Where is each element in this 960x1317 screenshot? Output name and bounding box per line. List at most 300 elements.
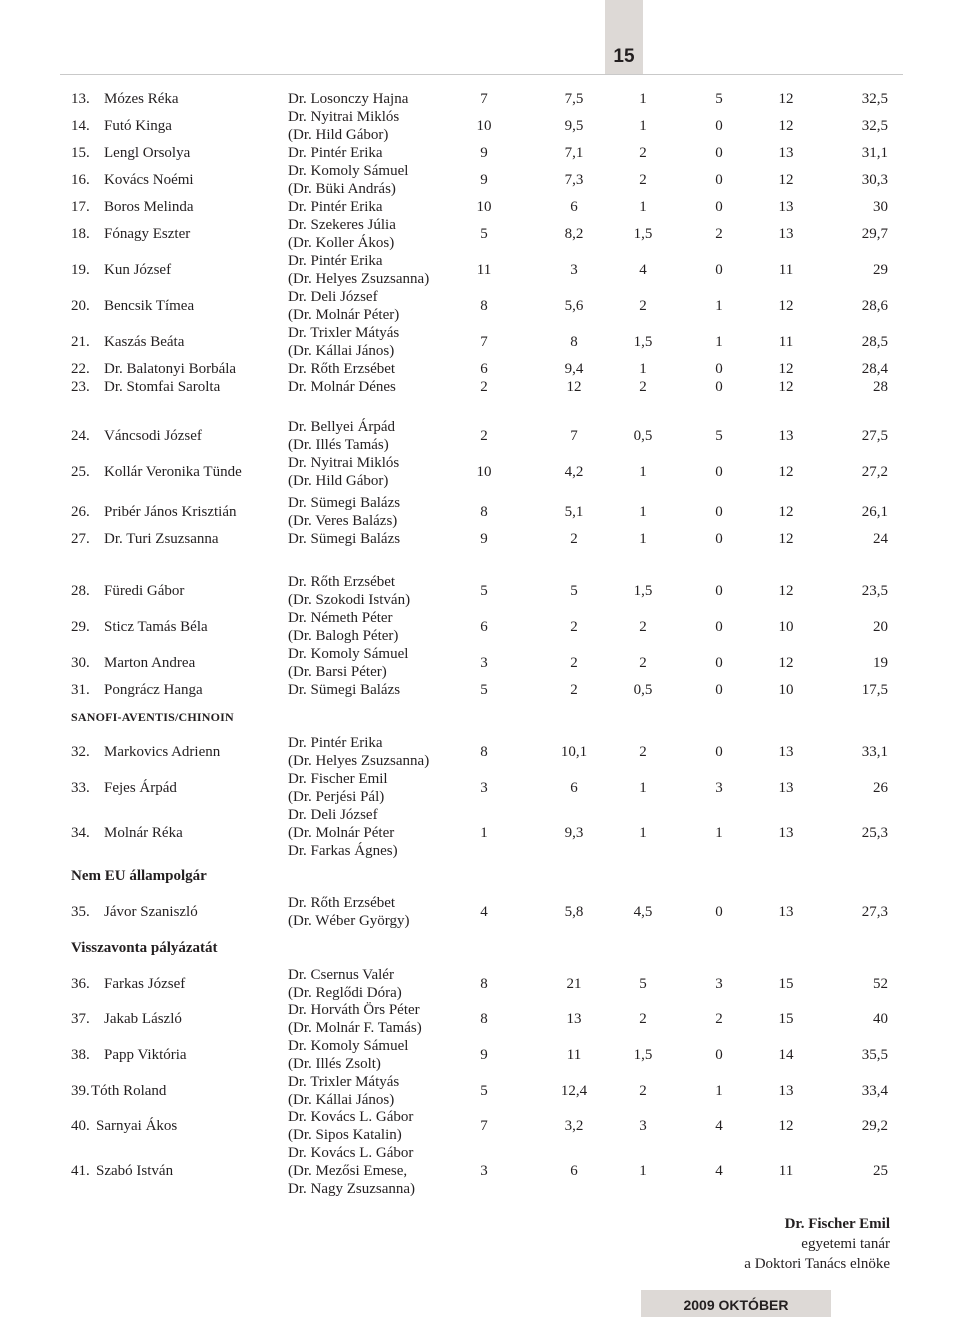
supervisor-name: Dr. Farkas Ágnes)	[288, 843, 398, 859]
score-value-3: 1	[639, 531, 647, 547]
supervisor-name: Dr. Pintér Erika	[288, 253, 383, 269]
score-value-5: 12	[778, 1118, 794, 1134]
score-value-1: 7	[480, 91, 488, 107]
supervisor-name: Dr. Horváth Örs Péter	[288, 1002, 420, 1018]
supervisor-name: (Dr. Helyes Zsuzsanna)	[288, 271, 430, 287]
score-value-6: 32,5	[861, 118, 888, 134]
score-value-5: 13	[778, 145, 794, 161]
candidate-name: Füredi Gábor	[104, 583, 185, 599]
table-row	[0, 894, 960, 930]
supervisor-list	[288, 144, 383, 162]
supervisor-list	[288, 645, 408, 681]
score-value-6: 28,4	[861, 361, 888, 377]
score-value-5: 12	[778, 118, 794, 134]
score-value-3: 1	[639, 1163, 647, 1179]
score-value-4: 4	[715, 1118, 723, 1134]
score-value-2: 8	[570, 334, 578, 350]
score-value-6: 27,3	[861, 904, 888, 920]
table-row	[0, 609, 960, 645]
row-number: 23.	[71, 379, 90, 395]
supervisor-name: (Dr. Kállai János)	[288, 343, 395, 359]
candidate-name: Fónagy Eszter	[104, 226, 191, 242]
score-value-4: 0	[715, 118, 723, 134]
score-value-3: 3	[639, 1118, 647, 1134]
table-row	[0, 1001, 960, 1037]
table-row	[0, 360, 960, 378]
score-value-3: 1	[639, 825, 647, 841]
table-row	[0, 324, 960, 360]
score-value-5: 15	[778, 1011, 794, 1027]
row-number: 30.	[71, 655, 90, 671]
score-value-1: 10	[476, 199, 492, 215]
supervisor-name: Dr. Nagy Zsuzsanna)	[288, 1181, 416, 1197]
score-value-4: 0	[715, 531, 723, 547]
score-value-1: 9	[480, 531, 488, 547]
supervisor-name: Dr. Csernus Valér	[288, 967, 394, 983]
row-number: 25.	[71, 464, 90, 480]
score-value-1: 8	[480, 976, 488, 992]
table-row	[0, 530, 960, 548]
table-row	[0, 454, 960, 490]
row-number: 26.	[71, 504, 90, 520]
row-number: 14.	[71, 118, 90, 134]
supervisor-name: (Dr. Szokodi István)	[288, 592, 411, 608]
supervisor-list	[288, 418, 395, 454]
row-number: 40.	[71, 1118, 90, 1134]
score-value-4: 0	[715, 682, 723, 698]
score-value-3: 2	[639, 172, 647, 188]
supervisor-list	[288, 1037, 408, 1073]
supervisor-name: Dr. Németh Péter	[288, 610, 393, 626]
table-row	[0, 1037, 960, 1073]
score-value-5: 12	[778, 379, 794, 395]
row-number: 32.	[71, 744, 90, 760]
score-value-2: 8,2	[564, 226, 584, 242]
table-row	[0, 418, 960, 454]
row-number: 22.	[71, 361, 90, 377]
score-value-2: 3,2	[564, 1118, 584, 1134]
table-row	[0, 573, 960, 609]
supervisor-name: Dr. Pintér Erika	[288, 199, 383, 215]
score-value-2: 9,5	[564, 118, 584, 134]
footer-date: 2009 OKTÓBER	[683, 1297, 789, 1313]
row-number: 21.	[71, 334, 90, 350]
signature-title: egyetemi tanár	[801, 1236, 890, 1252]
supervisor-name: Dr. Komoly Sámuel	[288, 163, 409, 179]
score-value-1: 7	[480, 1118, 488, 1134]
score-value-2: 9,4	[564, 361, 584, 377]
score-value-4: 2	[715, 226, 723, 242]
supervisor-name: (Dr. Perjési Pál)	[288, 789, 385, 805]
supervisor-list	[288, 806, 398, 860]
candidate-name: Sarnyai Ákos	[96, 1118, 178, 1134]
supervisor-name: (Dr. Reglődi Dóra)	[288, 985, 402, 1001]
supervisor-name: (Dr. Koller Ákos)	[288, 235, 395, 251]
supervisor-name: Dr. Trixler Mátyás	[288, 1074, 400, 1090]
candidate-name: Futó Kinga	[104, 118, 172, 134]
row-number: 20.	[71, 298, 90, 314]
score-value-5: 13	[778, 1083, 794, 1099]
candidate-name: Mózes Réka	[104, 91, 179, 107]
candidate-name: Markovics Adrienn	[104, 744, 221, 760]
supervisor-list	[288, 494, 400, 530]
score-value-5: 12	[778, 298, 794, 314]
score-value-4: 0	[715, 583, 723, 599]
supervisor-name: Dr. Kovács L. Gábor	[288, 1109, 414, 1125]
score-value-3: 1	[639, 464, 647, 480]
top-rule	[60, 74, 903, 75]
score-value-6: 30	[873, 199, 888, 215]
candidate-name: Váncsodi József	[104, 428, 202, 444]
score-value-2: 2	[570, 655, 578, 671]
score-value-3: 2	[639, 1083, 647, 1099]
row-number: 34.	[71, 825, 90, 841]
row-number: 39.	[71, 1083, 90, 1099]
score-value-4: 5	[715, 91, 723, 107]
table-row	[0, 216, 960, 252]
score-value-4: 1	[715, 1083, 723, 1099]
score-value-5: 12	[778, 172, 794, 188]
score-value-5: 13	[778, 825, 794, 841]
page-number: 15	[613, 46, 635, 67]
score-value-1: 3	[480, 780, 488, 796]
score-value-2: 6	[570, 199, 578, 215]
score-value-2: 7,1	[564, 145, 584, 161]
row-number: 28.	[71, 583, 90, 599]
candidate-name: Kaszás Beáta	[104, 334, 185, 350]
score-value-2: 5,1	[564, 504, 584, 520]
score-value-1: 9	[480, 172, 488, 188]
score-value-4: 1	[715, 298, 723, 314]
candidate-name: Sticz Tamás Béla	[104, 619, 208, 635]
score-value-3: 1	[639, 504, 647, 520]
supervisor-name: Dr. Losonczy Hajna	[288, 91, 409, 107]
supervisor-name: Dr. Nyitrai Miklós	[288, 109, 400, 125]
score-value-3: 1,5	[633, 226, 653, 242]
row-number: 29.	[71, 619, 90, 635]
score-value-1: 10	[476, 118, 492, 134]
score-value-1: 8	[480, 298, 488, 314]
candidate-name: Kun József	[104, 262, 172, 278]
table-row	[0, 90, 960, 108]
row-number: 16.	[71, 172, 90, 188]
score-value-6: 29	[873, 262, 888, 278]
score-value-2: 3	[570, 262, 578, 278]
candidate-name: Kovács Noémi	[104, 172, 194, 188]
score-value-3: 4	[639, 262, 647, 278]
score-value-6: 31,1	[861, 145, 888, 161]
row-number: 24.	[71, 428, 90, 444]
score-value-4: 0	[715, 172, 723, 188]
supervisor-list	[288, 324, 399, 360]
supervisor-list	[288, 198, 383, 216]
row-number: 37.	[71, 1011, 90, 1027]
row-number: 35.	[71, 904, 90, 920]
score-value-4: 1	[715, 825, 723, 841]
candidate-name: Dr. Turi Zsuzsanna	[104, 531, 219, 547]
score-value-3: 2	[639, 145, 647, 161]
score-value-6: 27,5	[861, 428, 888, 444]
score-value-1: 8	[480, 1011, 488, 1027]
score-value-5: 10	[778, 619, 794, 635]
score-value-6: 17,5	[861, 682, 888, 698]
candidate-name: Tóth Roland	[91, 1083, 167, 1099]
table-row	[0, 806, 960, 860]
score-value-2: 13	[566, 1011, 582, 1027]
score-value-5: 13	[778, 904, 794, 920]
supervisor-list	[288, 734, 429, 770]
supervisor-list	[288, 609, 398, 645]
score-value-1: 7	[480, 334, 488, 350]
score-value-6: 28	[873, 379, 888, 395]
score-value-5: 12	[778, 655, 794, 671]
score-value-4: 0	[715, 1047, 723, 1063]
score-value-6: 32,5	[861, 91, 888, 107]
score-value-4: 0	[715, 145, 723, 161]
score-value-3: 0,5	[633, 428, 653, 444]
score-value-1: 5	[480, 1083, 488, 1099]
score-value-5: 12	[778, 464, 794, 480]
supervisor-name: (Dr. Hild Gábor)	[288, 127, 389, 143]
candidate-name: Jávor Szaniszló	[104, 904, 198, 920]
score-value-4: 0	[715, 904, 723, 920]
score-value-3: 1,5	[633, 1047, 653, 1063]
table-row	[0, 645, 960, 681]
supervisor-name: (Dr. Molnár Péter	[288, 825, 395, 841]
candidate-name: Jakab László	[104, 1011, 182, 1027]
score-value-1: 4	[480, 904, 488, 920]
score-value-3: 2	[639, 655, 647, 671]
score-value-1: 5	[480, 682, 488, 698]
table-row	[0, 198, 960, 216]
score-value-5: 12	[778, 361, 794, 377]
score-value-2: 2	[570, 619, 578, 635]
score-value-4: 2	[715, 1011, 723, 1027]
score-value-6: 29,7	[861, 226, 888, 242]
score-value-3: 2	[639, 1011, 647, 1027]
row-number: 18.	[71, 226, 90, 242]
score-value-5: 13	[778, 428, 794, 444]
score-value-2: 9,3	[564, 825, 584, 841]
score-value-1: 1	[480, 825, 488, 841]
supervisor-name: Dr. Komoly Sámuel	[288, 1038, 409, 1054]
table-row	[0, 494, 960, 530]
score-value-1: 2	[480, 379, 488, 395]
supervisor-name: (Dr. Veres Balázs)	[288, 513, 398, 529]
table-row	[0, 1108, 960, 1144]
row-number: 31.	[71, 682, 90, 698]
supervisor-name: (Dr. Hild Gábor)	[288, 473, 389, 489]
score-value-3: 1	[639, 199, 647, 215]
score-value-4: 0	[715, 464, 723, 480]
score-value-4: 1	[715, 334, 723, 350]
score-value-5: 11	[778, 1163, 794, 1179]
score-value-2: 4,2	[564, 464, 584, 480]
score-value-2: 6	[570, 1163, 578, 1179]
score-value-6: 40	[873, 1011, 888, 1027]
supervisor-list	[288, 966, 402, 1002]
supervisor-name: (Dr. Illés Zsolt)	[288, 1056, 381, 1072]
score-value-4: 3	[715, 976, 723, 992]
candidate-name: Dr. Stomfai Sarolta	[104, 379, 221, 395]
candidate-name: Pribér János Krisztián	[104, 504, 237, 520]
score-value-6: 24	[873, 531, 888, 547]
table-row	[0, 770, 960, 806]
supervisor-list	[288, 1001, 422, 1037]
score-value-2: 12	[566, 379, 582, 395]
supervisor-list	[288, 894, 410, 930]
supervisor-list	[288, 216, 396, 252]
score-value-3: 2	[639, 619, 647, 635]
score-value-1: 8	[480, 504, 488, 520]
row-number: 19.	[71, 262, 90, 278]
signature-name: Dr. Fischer Emil	[784, 1216, 890, 1232]
score-value-3: 1,5	[633, 334, 653, 350]
table-row	[0, 966, 960, 1002]
supervisor-name: (Dr. Balogh Péter)	[288, 628, 399, 644]
score-value-1: 9	[480, 1047, 488, 1063]
candidate-name: Dr. Balatonyi Borbála	[104, 361, 237, 377]
supervisor-name: (Dr. Kállai János)	[288, 1092, 395, 1108]
score-value-5: 12	[778, 531, 794, 547]
score-value-4: 5	[715, 428, 723, 444]
candidate-name: Marton Andrea	[104, 655, 196, 671]
score-value-1: 3	[480, 655, 488, 671]
score-value-3: 2	[639, 744, 647, 760]
supervisor-list	[288, 1108, 413, 1144]
score-value-6: 30,3	[861, 172, 888, 188]
score-value-4: 0	[715, 361, 723, 377]
supervisor-list	[288, 378, 396, 396]
score-value-6: 20	[873, 619, 888, 635]
score-value-2: 12,4	[560, 1083, 588, 1099]
score-value-1: 9	[480, 145, 488, 161]
candidate-name: Bencsik Tímea	[104, 298, 195, 314]
supervisor-list	[288, 1073, 399, 1109]
row-number: 36.	[71, 976, 90, 992]
score-value-1: 8	[480, 744, 488, 760]
score-value-3: 1	[639, 361, 647, 377]
score-value-5: 12	[778, 91, 794, 107]
score-value-2: 11	[566, 1047, 582, 1063]
score-value-4: 4	[715, 1163, 723, 1179]
table-row	[0, 162, 960, 198]
row-number: 33.	[71, 780, 90, 796]
supervisor-list	[288, 681, 400, 699]
score-value-3: 1	[639, 91, 647, 107]
score-value-4: 0	[715, 504, 723, 520]
supervisor-name: (Dr. Mezősi Emese,	[288, 1163, 408, 1179]
supervisor-name: Dr. Bellyei Árpád	[288, 419, 396, 435]
supervisor-list	[288, 108, 399, 144]
supervisor-list	[288, 573, 410, 609]
score-value-2: 6	[570, 780, 578, 796]
row-number: 41.	[71, 1163, 90, 1179]
supervisor-name: Dr. Trixler Mátyás	[288, 325, 400, 341]
supervisor-name: (Dr. Molnár F. Tamás)	[288, 1020, 422, 1036]
supervisor-name: Dr. Szekeres Júlia	[288, 217, 396, 233]
score-value-2: 7,5	[564, 91, 584, 107]
score-value-6: 23,5	[861, 583, 888, 599]
score-value-1: 6	[480, 361, 488, 377]
score-value-6: 33,4	[861, 1083, 888, 1099]
section-heading: Visszavonta pályázatát	[71, 940, 218, 956]
table-row	[0, 378, 960, 396]
table-row	[0, 734, 960, 770]
supervisor-name: Dr. Pintér Erika	[288, 145, 383, 161]
score-value-3: 1	[639, 780, 647, 796]
score-value-2: 7,3	[564, 172, 584, 188]
score-value-3: 1,5	[633, 583, 653, 599]
supervisor-name: Dr. Sümegi Balázs	[288, 682, 401, 698]
score-value-1: 6	[480, 619, 488, 635]
supervisor-list	[288, 252, 429, 288]
table-row	[0, 144, 960, 162]
score-value-2: 21	[566, 976, 582, 992]
score-value-4: 0	[715, 379, 723, 395]
score-value-1: 10	[476, 464, 492, 480]
score-value-6: 28,5	[861, 334, 888, 350]
score-value-3: 0,5	[633, 682, 653, 698]
score-value-1: 3	[480, 1163, 488, 1179]
supervisor-list	[288, 288, 399, 324]
score-value-6: 28,6	[861, 298, 888, 314]
score-value-4: 0	[715, 199, 723, 215]
score-value-6: 26	[873, 780, 888, 796]
candidate-name: Papp Viktória	[104, 1047, 187, 1063]
table-row	[0, 288, 960, 324]
score-value-1: 5	[480, 583, 488, 599]
supervisor-name: (Dr. Büki András)	[288, 181, 396, 197]
score-value-2: 5,8	[564, 904, 584, 920]
score-value-6: 52	[873, 976, 888, 992]
score-value-5: 14	[778, 1047, 794, 1063]
candidate-name: Boros Melinda	[104, 199, 194, 215]
supervisor-name: Dr. Kovács L. Gábor	[288, 1145, 414, 1161]
supervisor-name: Dr. Sümegi Balázs	[288, 495, 401, 511]
supervisor-list	[288, 770, 388, 806]
score-value-3: 2	[639, 298, 647, 314]
score-value-5: 13	[778, 780, 794, 796]
supervisor-list	[288, 1144, 415, 1198]
score-value-5: 13	[778, 226, 794, 242]
candidate-name: Fejes Árpád	[104, 780, 177, 796]
score-value-6: 19	[873, 655, 888, 671]
candidate-name: Pongrácz Hanga	[104, 682, 203, 698]
score-value-4: 0	[715, 655, 723, 671]
supervisor-name: Dr. Fischer Emil	[288, 771, 388, 787]
supervisor-name: Dr. Deli József	[288, 289, 378, 305]
row-number: 27.	[71, 531, 90, 547]
table-row	[0, 108, 960, 144]
signature-role: a Doktori Tanács elnöke	[744, 1256, 890, 1272]
score-value-5: 11	[778, 262, 794, 278]
score-value-5: 13	[778, 744, 794, 760]
supervisor-name: Dr. Komoly Sámuel	[288, 646, 409, 662]
score-value-2: 2	[570, 531, 578, 547]
supervisor-list	[288, 90, 408, 108]
supervisor-name: Dr. Rőth Erzsébet	[288, 574, 396, 590]
score-value-6: 35,5	[861, 1047, 888, 1063]
supervisor-list	[288, 162, 408, 198]
candidate-name: Lengl Orsolya	[104, 145, 191, 161]
supervisor-name: Dr. Rőth Erzsébet	[288, 895, 396, 911]
row-number: 13.	[71, 91, 90, 107]
score-value-2: 5	[570, 583, 578, 599]
supervisor-name: Dr. Molnár Dénes	[288, 379, 396, 395]
signature-block	[744, 1214, 890, 1274]
candidate-name: Molnár Réka	[104, 825, 183, 841]
